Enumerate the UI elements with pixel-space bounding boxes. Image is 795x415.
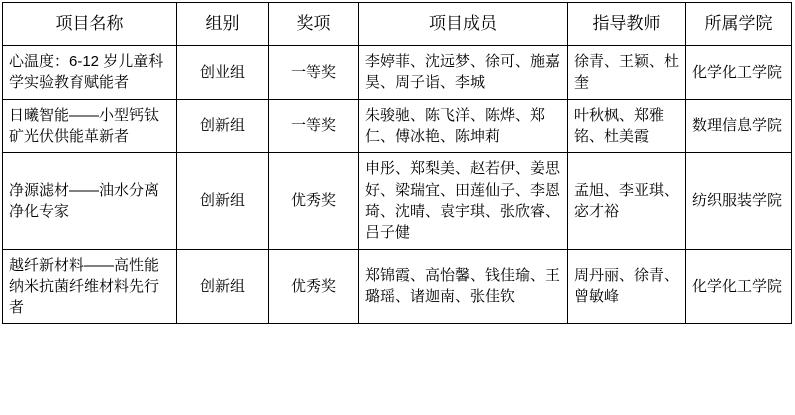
table-row: [3, 249, 792, 324]
cell-award: 一等奖: [269, 99, 359, 153]
cell-project-name: 净源滤材——油水分离净化专家: [3, 153, 177, 249]
table-row: [3, 153, 792, 249]
cell-award: 优秀奖: [269, 153, 359, 249]
table-row: [3, 46, 792, 100]
cell-advisor: 徐青、王颖、杜奎: [568, 46, 686, 100]
cell-award: 优秀奖: [269, 249, 359, 324]
column-header-project-name: 项目名称: [3, 3, 177, 46]
table-header-row: [3, 3, 792, 46]
column-header-award: 奖项: [269, 3, 359, 46]
column-header-members: 项目成员: [359, 3, 568, 46]
cell-award: 一等奖: [269, 46, 359, 100]
cell-advisor: 孟旭、李亚琪、宓才裕: [568, 153, 686, 249]
cell-college: 化学化工学院: [686, 46, 792, 100]
cell-group: 创业组: [177, 46, 269, 100]
cell-college: 数理信息学院: [686, 99, 792, 153]
cell-college: 纺织服装学院: [686, 153, 792, 249]
column-header-advisor: 指导教师: [568, 3, 686, 46]
cell-members: 李婷菲、沈远梦、徐可、施嘉昊、周子诣、李城: [359, 46, 568, 100]
column-header-college: 所属学院: [686, 3, 792, 46]
cell-project-name: 日曦智能——小型钙钛矿光伏供能革新者: [3, 99, 177, 153]
cell-group: 创新组: [177, 249, 269, 324]
cell-advisor: 叶秋枫、郑雅铭、杜美霞: [568, 99, 686, 153]
cell-members: 郑锦霞、高怡馨、钱佳瑜、王璐瑶、诸迦南、张佳钦: [359, 249, 568, 324]
cell-group: 创新组: [177, 153, 269, 249]
cell-project-name: 心温度：6-12 岁儿童科学实验教育赋能者: [3, 46, 177, 100]
cell-college: 化学化工学院: [686, 249, 792, 324]
cell-advisor: 周丹丽、徐青、曾敏峰: [568, 249, 686, 324]
cell-members: 朱骏驰、陈飞洋、陈烨、郑仁、傅冰艳、陈坤莉: [359, 99, 568, 153]
award-table: [2, 2, 792, 324]
cell-project-name: 越纤新材料——高性能纳米抗菌纤维材料先行者: [3, 249, 177, 324]
cell-members: 申彤、郑梨美、赵若伊、姜思好、梁瑞宜、田莲仙子、李恩琦、沈晴、袁宇琪、张欣睿、吕子健: [359, 153, 568, 249]
cell-group: 创新组: [177, 99, 269, 153]
table-row: [3, 99, 792, 153]
column-header-group: 组别: [177, 3, 269, 46]
